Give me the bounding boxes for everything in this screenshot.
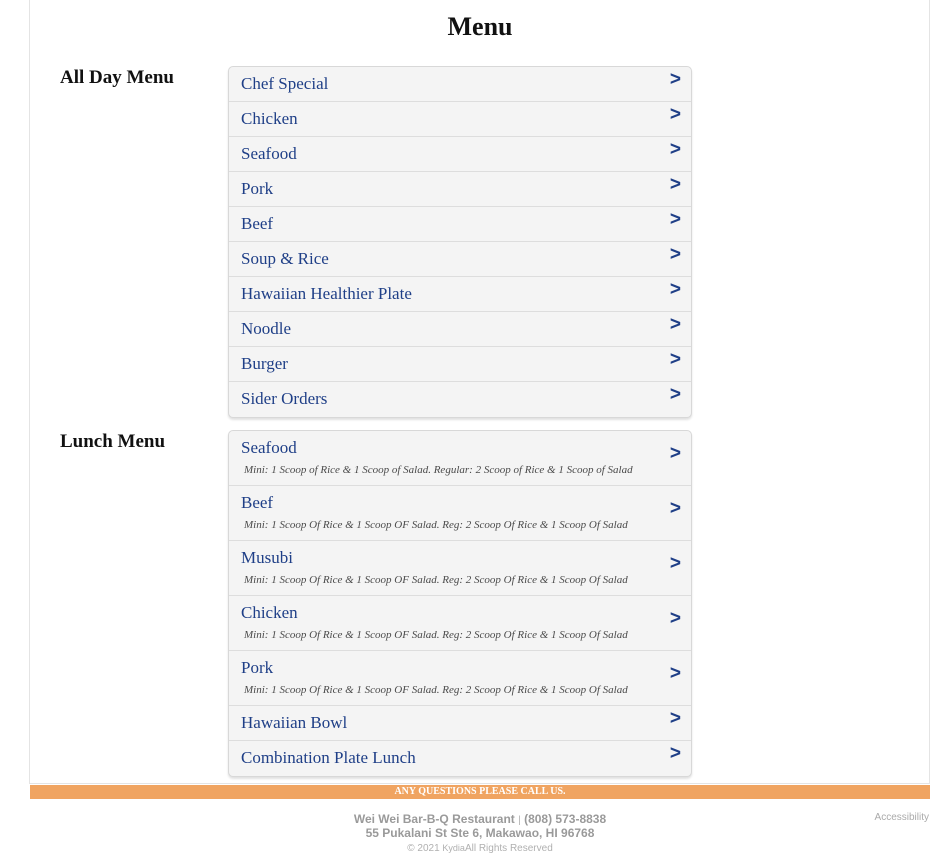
menu-item-label: Chef Special xyxy=(241,74,329,93)
menu-item-description: Mini: 1 Scoop Of Rice & 1 Scoop OF Salad. Reg: 2 Scoop Of Rice & 1 Scoop Of Salad xyxy=(244,629,628,641)
all-day-menu-item[interactable] xyxy=(229,347,691,382)
chevron-right-icon: > xyxy=(669,69,681,90)
menu-item-label: Beef xyxy=(241,214,274,233)
chevron-right-icon: > xyxy=(669,349,681,370)
chevron-right-icon: > xyxy=(669,498,681,519)
all-day-menu-item[interactable] xyxy=(229,137,691,172)
copyright-year: © 2021 xyxy=(407,843,440,854)
all-day-menu-heading: All Day Menu xyxy=(60,67,174,88)
all-day-menu-list xyxy=(228,66,692,418)
accessibility-link[interactable]: Accessibility xyxy=(874,812,929,823)
all-day-menu-item[interactable] xyxy=(229,172,691,207)
kydia-link[interactable]: Kydia xyxy=(442,843,465,853)
menu-item-label: Combination Plate Lunch xyxy=(241,748,416,767)
lunch-menu-item[interactable] xyxy=(229,741,691,776)
all-day-menu-item[interactable] xyxy=(229,277,691,312)
rights-reserved: All Rights Reserved xyxy=(464,843,553,854)
chevron-right-icon: > xyxy=(669,553,681,574)
chevron-right-icon: > xyxy=(669,743,681,764)
lunch-menu-item[interactable] xyxy=(229,541,691,596)
chevron-right-icon: > xyxy=(669,244,681,265)
call-us-banner: ANY QUESTIONS PLEASE CALL US. xyxy=(30,785,930,799)
all-day-menu-item[interactable] xyxy=(229,382,691,417)
phone-number[interactable]: (808) 573-8838 xyxy=(524,812,607,826)
menu-item-label: Burger xyxy=(241,354,288,373)
chevron-right-icon: > xyxy=(669,139,681,160)
menu-item-label: Pork xyxy=(241,658,274,677)
menu-item-label: Hawaiian Healthier Plate xyxy=(241,284,412,303)
page-title: Menu xyxy=(447,12,513,41)
menu-item-label: Chicken xyxy=(241,109,298,128)
chevron-right-icon: > xyxy=(669,384,681,405)
all-day-menu-item[interactable] xyxy=(229,242,691,277)
restaurant-name: Wei Wei Bar-B-Q Restaurant xyxy=(353,812,515,826)
chevron-right-icon: > xyxy=(669,608,681,629)
footer-address: 55 Pukalani St Ste 6, Makawao, HI 96768 xyxy=(365,826,595,840)
chevron-right-icon: > xyxy=(669,708,681,729)
menu-item-label: Seafood xyxy=(241,144,297,163)
lunch-menu-item[interactable] xyxy=(229,596,691,651)
all-day-menu-item[interactable] xyxy=(229,67,691,102)
lunch-menu-item[interactable] xyxy=(229,651,691,706)
footer-copyright xyxy=(0,843,945,854)
footer-separator: | xyxy=(518,815,521,826)
all-day-menu-item[interactable] xyxy=(229,207,691,242)
chevron-right-icon: > xyxy=(669,279,681,300)
menu-item-label: Seafood xyxy=(241,438,297,457)
chevron-right-icon: > xyxy=(669,443,681,464)
menu-item-label: Hawaiian Bowl xyxy=(241,713,348,732)
all-day-menu-item[interactable] xyxy=(229,312,691,347)
all-day-menu-item[interactable] xyxy=(229,102,691,137)
lunch-menu-list xyxy=(228,430,692,777)
lunch-menu-item[interactable] xyxy=(229,431,691,486)
chevron-right-icon: > xyxy=(669,209,681,230)
menu-item-label: Beef xyxy=(241,493,274,512)
chevron-right-icon: > xyxy=(669,174,681,195)
menu-item-label: Sider Orders xyxy=(241,389,328,408)
chevron-right-icon: > xyxy=(669,314,681,335)
menu-item-label: Chicken xyxy=(241,603,298,622)
menu-item-description: Mini: 1 Scoop of Rice & 1 Scoop of Salad. Regular: 2 Scoop of Rice & 1 Scoop of Salad xyxy=(244,464,633,476)
lunch-menu-heading: Lunch Menu xyxy=(60,431,166,452)
chevron-right-icon: > xyxy=(669,663,681,684)
menu-item-label: Noodle xyxy=(241,319,292,338)
menu-item-description: Mini: 1 Scoop Of Rice & 1 Scoop OF Salad. Reg: 2 Scoop Of Rice & 1 Scoop Of Salad xyxy=(244,519,628,531)
footer-contact xyxy=(0,812,945,826)
lunch-menu-item[interactable] xyxy=(229,706,691,741)
menu-item-description: Mini: 1 Scoop Of Rice & 1 Scoop OF Salad. Reg: 2 Scoop Of Rice & 1 Scoop Of Salad xyxy=(244,684,628,696)
menu-item-label: Pork xyxy=(241,179,274,198)
menu-item-description: Mini: 1 Scoop Of Rice & 1 Scoop OF Salad. Reg: 2 Scoop Of Rice & 1 Scoop Of Salad xyxy=(244,574,628,586)
menu-item-label: Soup & Rice xyxy=(241,249,329,268)
chevron-right-icon: > xyxy=(669,104,681,125)
menu-item-label: Musubi xyxy=(241,548,293,567)
lunch-menu-item[interactable] xyxy=(229,486,691,541)
